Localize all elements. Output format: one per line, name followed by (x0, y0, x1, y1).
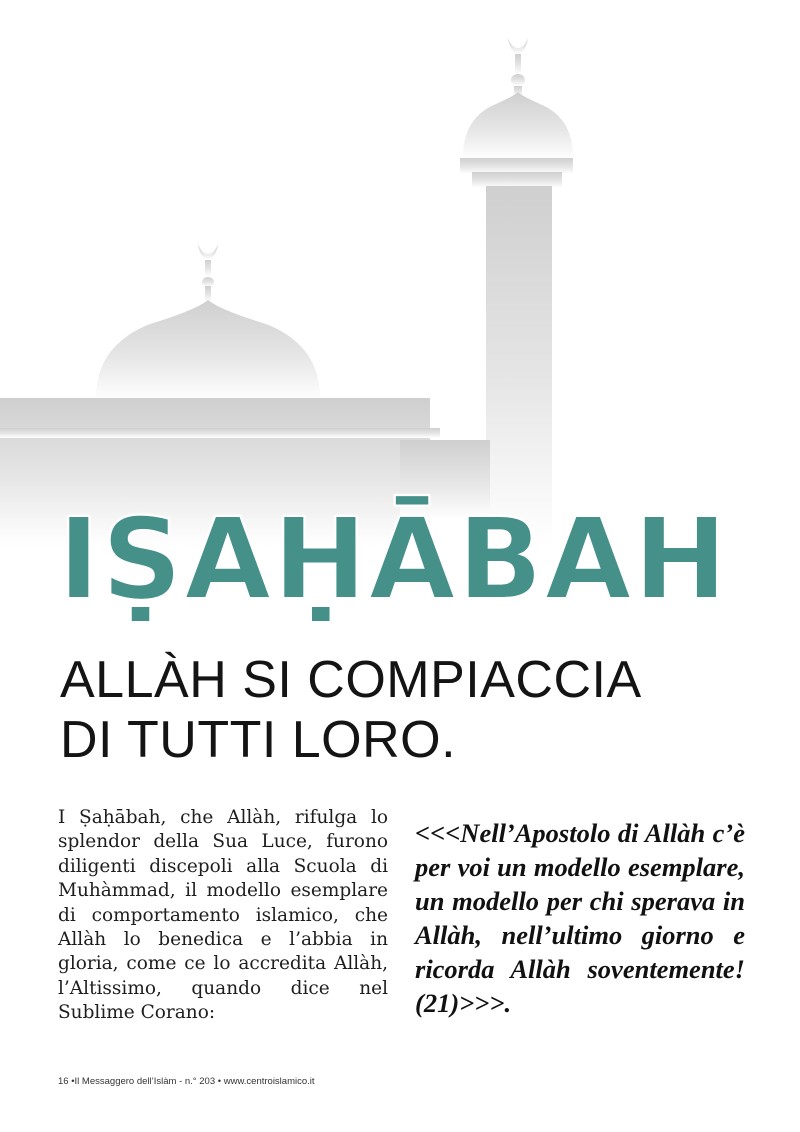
subtitle-line-2: DI TUTTI LORO. (60, 711, 457, 769)
dome-finial-icon (198, 244, 218, 260)
page-footer (58, 1076, 758, 1087)
page-title: IṢAḤĀBAH (58, 495, 730, 625)
subtitle-line-1: ALLÀH SI COMPIACCIA (60, 651, 642, 709)
minaret-finial-icon (508, 38, 528, 54)
quran-quote: <<<Nell’Apostolo di Allàh c’è per voi un modello esemplare, un modello per chi sperava in Allàh, nell’ultimo giorno e ricorda Allàh soventemente! (21)>>>. (415, 818, 745, 1018)
main-dome (96, 300, 320, 402)
minaret-shaft (486, 186, 552, 546)
website-link[interactable]: www.centroislamico.it (223, 1076, 315, 1087)
publication-name: •Il Messaggero dell’Islàm - n.° 203 • (71, 1076, 222, 1087)
page-number: 16 (58, 1076, 69, 1087)
minaret-dome (463, 92, 573, 160)
subtitle (60, 650, 760, 770)
body-paragraph: I Ṣaḥābah, che Allàh, rifulga lo splendor della Sua Luce, furono diligenti discepoli alla Scuola di Muhàmmad, il modello esemplare di comportamento islamico, che Allàh lo benedica e l’abbia in gloria, come ce lo accredita Allàh, l’Altissimo, quando dice nel Sublime Corano: (58, 807, 388, 1024)
